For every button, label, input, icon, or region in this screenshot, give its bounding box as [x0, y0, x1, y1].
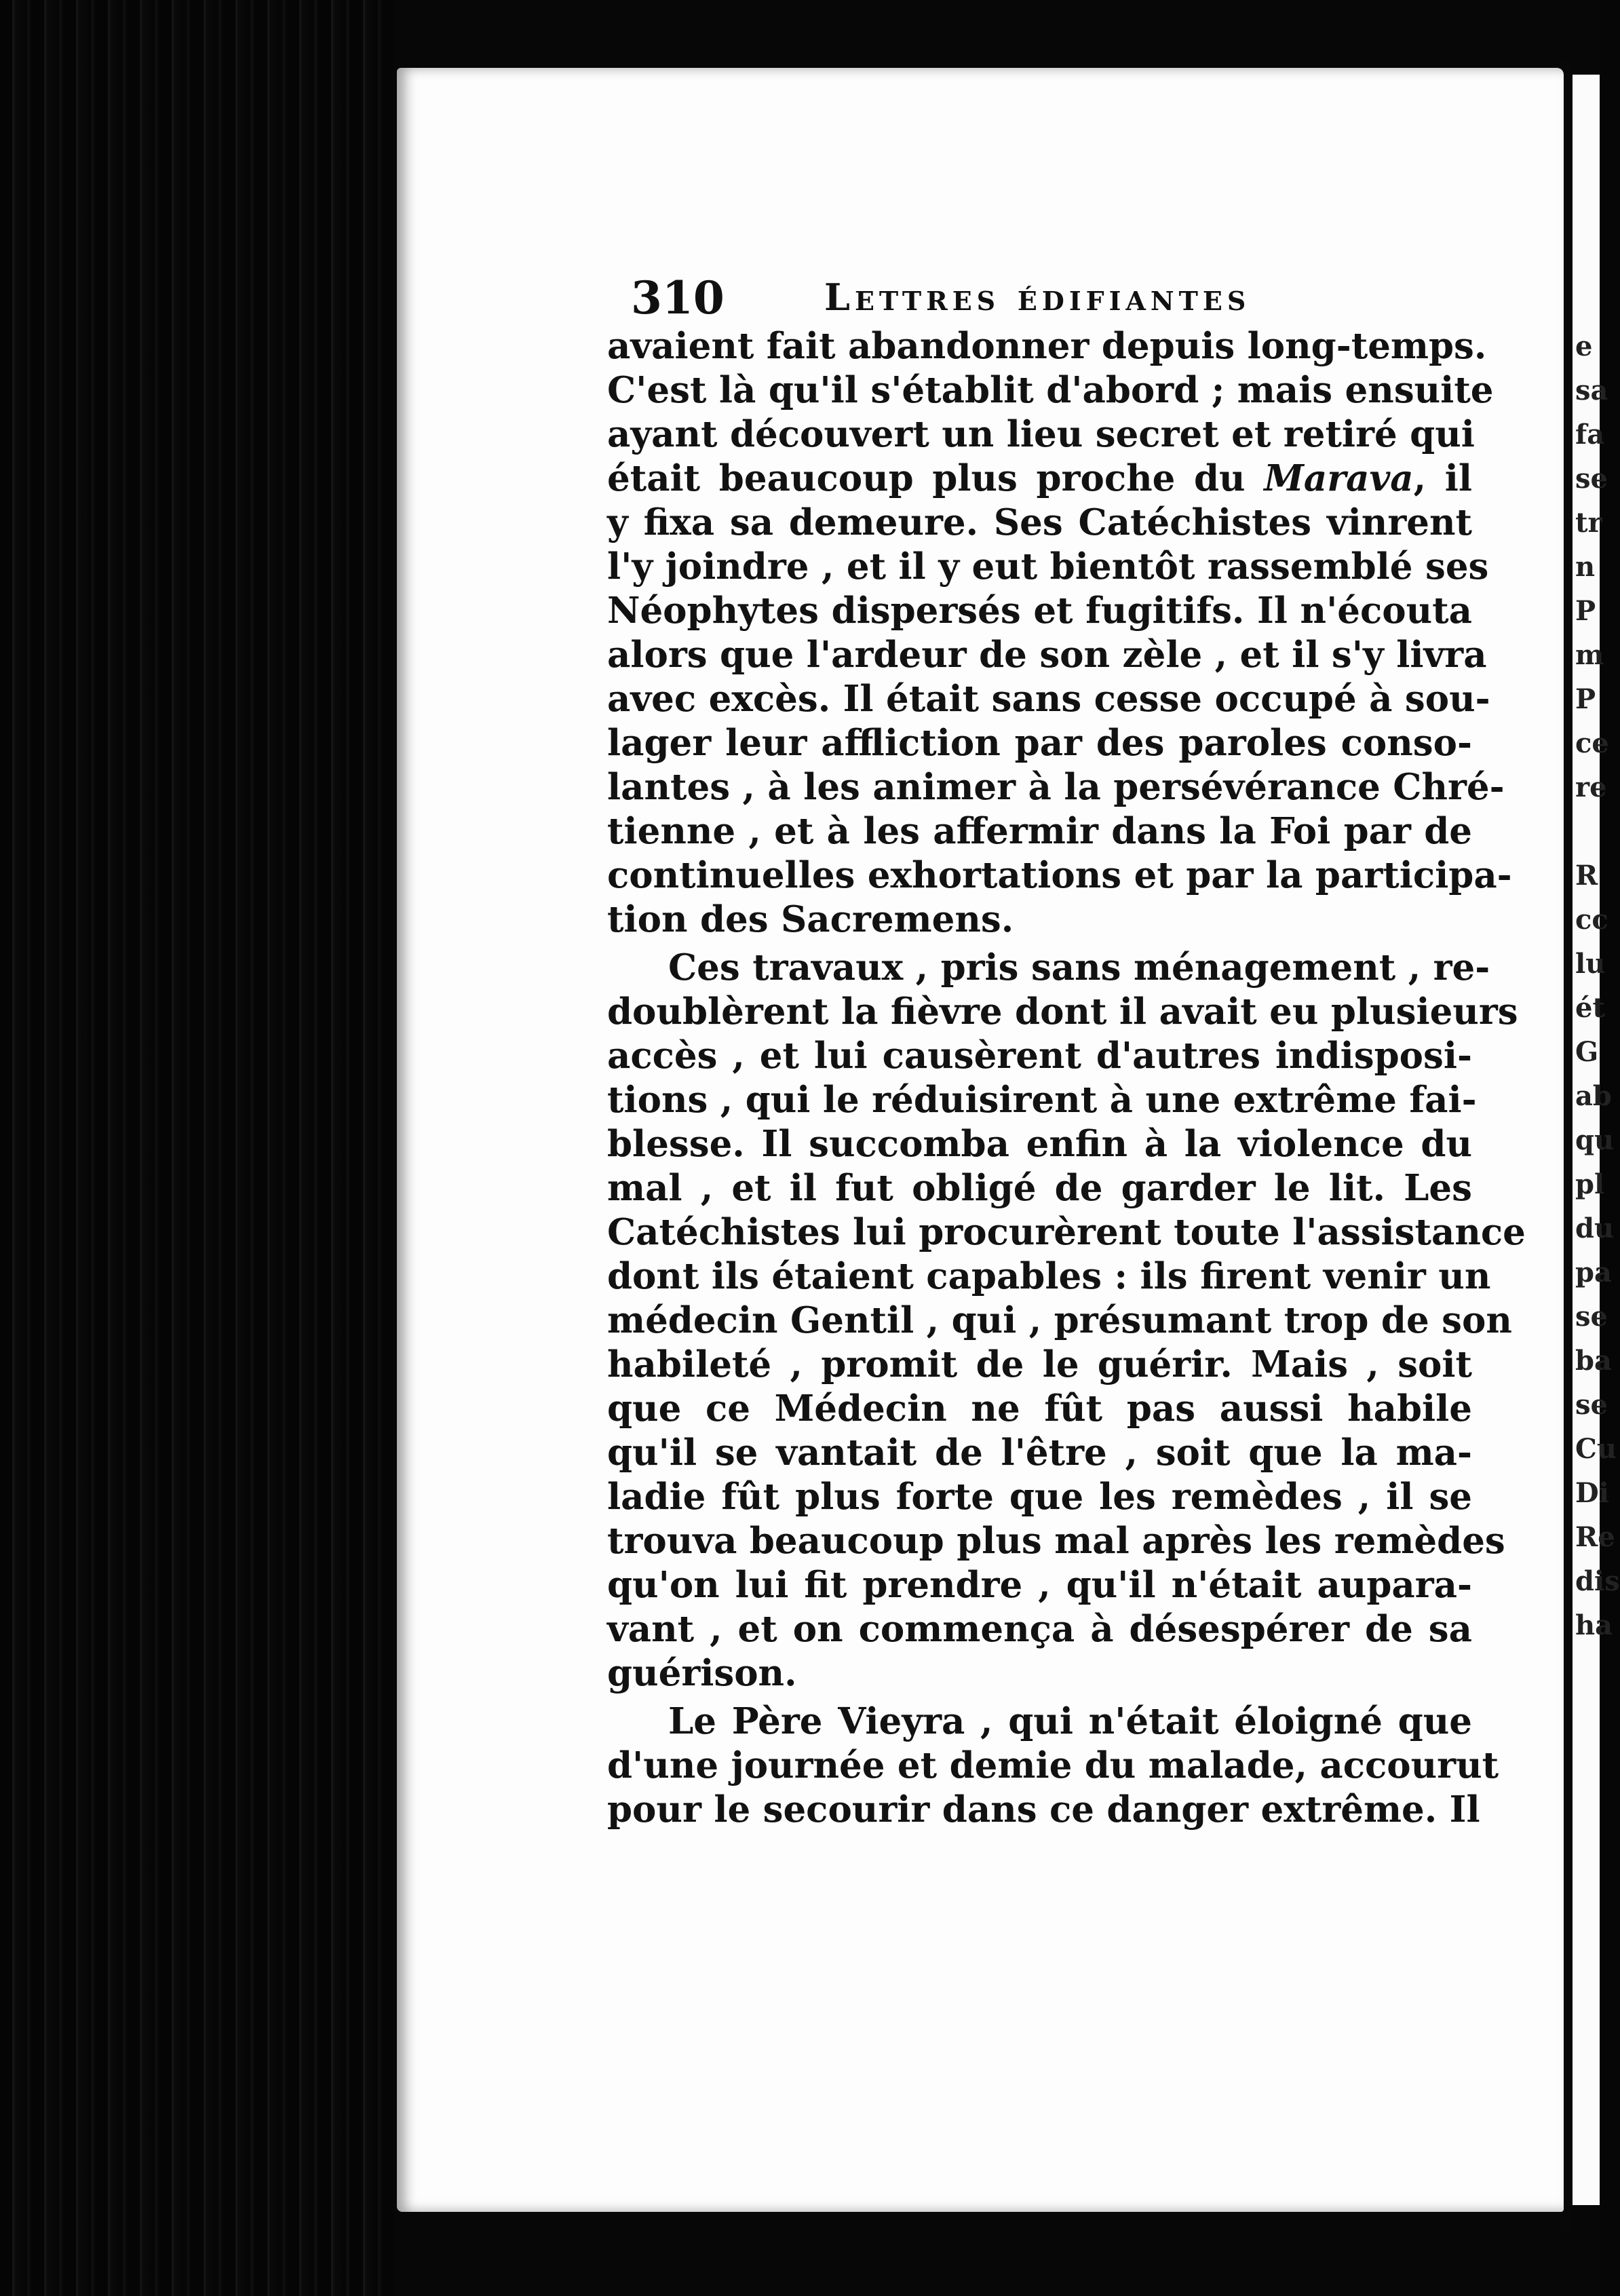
adjacent-fragment: cc	[1575, 904, 1608, 936]
adjacent-fragment: Cu	[1575, 1433, 1617, 1465]
text-line: mal , et il fut obligé de garder le lit. Les	[607, 1167, 1472, 1209]
text-line: vant , et on commença à désespérer de sa	[607, 1608, 1472, 1650]
text-line: l'y joindre , et il y eut bientôt rassemblé ses	[607, 546, 1489, 588]
text-line: que ce Médecin ne fût pas aussi habile	[607, 1388, 1472, 1430]
adjacent-page-text-fragments	[1575, 324, 1620, 1647]
text-line: accès , et lui causèrent d'autres indisposi-	[607, 1035, 1472, 1077]
adjacent-fragment: du	[1575, 1212, 1615, 1244]
text-line: médecin Gentil , qui , présumant trop de son	[607, 1299, 1512, 1341]
adjacent-fragment: P	[1575, 595, 1596, 627]
text-line: trouva beaucoup plus mal après les remèdes	[607, 1520, 1505, 1562]
text-line: y fixa sa demeure. Ses Catéchistes vinrent	[607, 501, 1472, 543]
adjacent-fragment: ba	[1575, 1345, 1612, 1377]
adjacent-fragment: sa	[1575, 375, 1608, 406]
page-body-text	[607, 324, 1526, 1832]
adjacent-fragment: ab	[1575, 1080, 1612, 1112]
adjacent-fragment: G	[1575, 1036, 1599, 1068]
text-segment: , il	[1413, 457, 1472, 499]
text-line: Néophytes dispersés et fugitifs. Il n'écouta	[607, 590, 1472, 632]
adjacent-fragment: se	[1575, 1389, 1608, 1421]
text-line: doublèrent la fièvre dont il avait eu plusieurs	[607, 991, 1518, 1033]
adjacent-fragment: P	[1575, 683, 1596, 715]
italic-place-name: Marava	[1264, 457, 1414, 499]
text-line: lager leur affliction par des paroles conso-	[607, 722, 1472, 764]
text-line: Catéchistes lui procurèrent toute l'assistance	[607, 1211, 1526, 1253]
adjacent-fragment: pa	[1575, 1257, 1612, 1288]
adjacent-fragment: se	[1575, 463, 1608, 495]
text-segment: était beaucoup plus proche du	[607, 457, 1265, 499]
text-line: tion des Sacremens.	[607, 898, 1014, 940]
text-line: qu'on lui fit prendre , qu'il n'était aupara-	[607, 1564, 1472, 1606]
adjacent-fragment: ha	[1575, 1609, 1613, 1641]
adjacent-fragment: n	[1575, 551, 1596, 583]
text-line: avaient fait abandonner depuis long-temps.	[607, 325, 1487, 367]
adjacent-fragment: ét	[1575, 992, 1605, 1024]
adjacent-fragment: re	[1575, 771, 1607, 803]
text-line: guérison.	[607, 1652, 797, 1694]
adjacent-fragment: pl	[1575, 1168, 1605, 1200]
text-line: dont ils étaient capables : ils firent venir un	[607, 1255, 1491, 1297]
page-header	[631, 271, 1309, 332]
adjacent-fragment: Di	[1575, 1477, 1609, 1509]
adjacent-fragment: se	[1575, 1301, 1608, 1333]
text-line: d'une journée et demie du malade, accourut	[607, 1744, 1499, 1786]
page-number: 310	[631, 271, 725, 324]
book-binding-margin	[0, 0, 393, 2296]
text-line: tienne , et à les affermir dans la Foi par de	[607, 810, 1472, 852]
adjacent-fragment	[1575, 809, 1600, 854]
adjacent-fragment: lu	[1575, 948, 1606, 980]
text-line: avec excès. Il était sans cesse occupé à sou-	[607, 678, 1490, 720]
adjacent-fragment: e	[1575, 330, 1593, 362]
text-line: Le Père Vieyra , qui n'était éloigné que	[668, 1700, 1472, 1742]
adjacent-fragment: tr	[1575, 507, 1602, 539]
text-line: alors que l'ardeur de son zèle , et il s'y livra	[607, 634, 1487, 676]
adjacent-fragment: Re	[1575, 1521, 1615, 1553]
text-line: blesse. Il succomba enfin à la violence du	[607, 1123, 1472, 1165]
text-line: ayant découvert un lieu secret et retiré qui	[607, 413, 1475, 455]
text-line: qu'il se vantait de l'être , soit que la ma-	[607, 1432, 1472, 1474]
text-line: continuelles exhortations et par la participa-	[607, 854, 1512, 896]
text-line: lantes , à les animer à la persévérance Chré-	[607, 766, 1505, 808]
adjacent-fragment: fa	[1575, 419, 1605, 451]
text-line: ladie fût plus forte que les remèdes , il se	[607, 1476, 1472, 1518]
text-line: pour le secourir dans ce danger extrême. Il	[607, 1788, 1480, 1831]
text-line: habileté , promit de le guérir. Mais , soit	[607, 1343, 1472, 1385]
running-title: Lettres édifiantes	[824, 275, 1251, 319]
text-line: C'est là qu'il s'établit d'abord ; mais ensuite	[607, 369, 1494, 411]
adjacent-fragment: ce	[1575, 727, 1609, 759]
text-line	[607, 457, 1472, 501]
adjacent-fragment: m	[1575, 639, 1604, 671]
adjacent-fragment: R	[1575, 860, 1598, 892]
adjacent-fragment: qu	[1575, 1124, 1615, 1156]
text-line: Ces travaux , pris sans ménagement , re-	[668, 946, 1490, 989]
text-line: tions , qui le réduisirent à une extrême fai-	[607, 1079, 1477, 1121]
adjacent-fragment: dis	[1575, 1565, 1620, 1597]
